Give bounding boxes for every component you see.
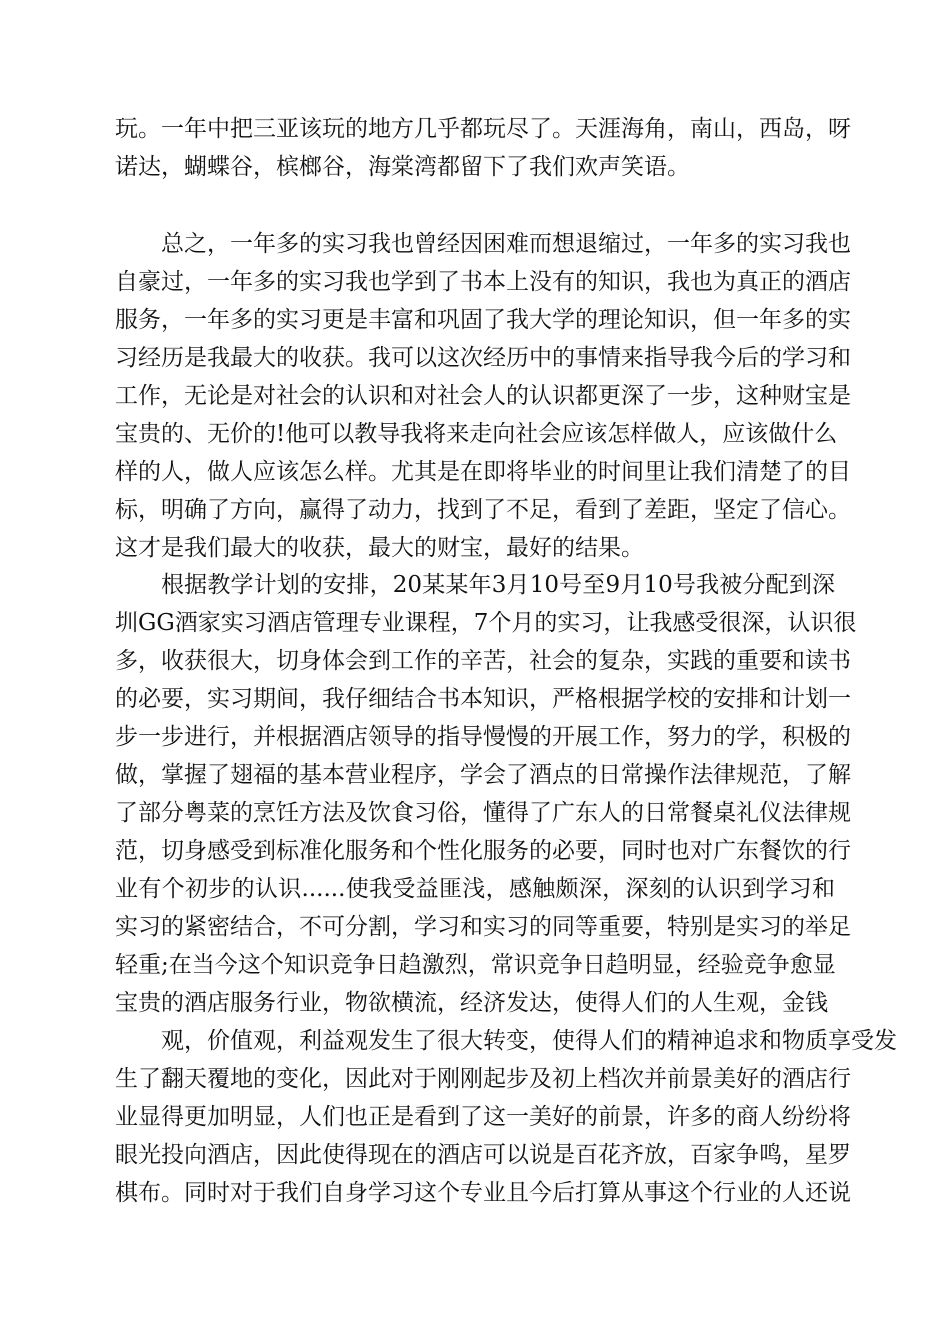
text-line: 业有个初步的认识......使我受益匪浅，感触颇深，深刻的认识到学习和 bbox=[115, 876, 835, 902]
text-line: 服务，一年多的实习更是丰富和巩固了我大学的理论知识，但一年多的实 bbox=[115, 307, 851, 333]
text-line: 做，掌握了翅福的基本营业程序，学会了酒点的日常操作法律规范，了解 bbox=[115, 762, 851, 788]
text-line: 玩。一年中把三亚该玩的地方几乎都玩尽了。天涯海角，南山，西岛，呀 bbox=[115, 116, 851, 142]
text-line: 根据教学计划的安排，20某某年3月10号至9月10号我被分配到深 bbox=[161, 572, 835, 598]
text-line: 实习的紧密结合，不可分割，学习和实习的同等重要，特别是实习的举足 bbox=[115, 914, 851, 940]
text-line: 宝贵的酒店服务行业，物欲横流，经济发达，使得人们的人生观，金钱 bbox=[115, 990, 828, 1016]
text-line: 这才是我们最大的收获，最大的财宝，最好的结果。 bbox=[115, 535, 644, 561]
text-line: 眼光投向酒店，因此使得现在的酒店可以说是百花齐放，百家争鸣，星罗 bbox=[115, 1142, 851, 1168]
text-line: 步一步进行，并根据酒店领导的指导慢慢的开展工作，努力的学，积极的 bbox=[115, 724, 851, 750]
text-line: 习经历是我最大的收获。我可以这次经历中的事情来指导我今后的学习和 bbox=[115, 345, 851, 371]
text-line: 标，明确了方向，赢得了动力，找到了不足，看到了差距，坚定了信心。 bbox=[115, 497, 851, 523]
text-line: 多，收获很大，切身体会到工作的辛苦，社会的复杂，实践的重要和读书 bbox=[115, 648, 851, 674]
text-line: 棋布。同时对于我们自身学习这个专业且今后打算从事这个行业的人还说 bbox=[115, 1180, 851, 1206]
text-line: 轻重;在当今这个知识竞争日趋激烈，常识竞争日趋明显，经验竞争愈显 bbox=[115, 952, 836, 978]
text-line: 业显得更加明显，人们也正是看到了这一美好的前景，许多的商人纷纷将 bbox=[115, 1104, 851, 1130]
text-line: 圳GG酒家实习酒店管理专业课程，7个月的实习，让我感受很深，认识很 bbox=[115, 610, 857, 636]
text-line: 的必要，实习期间，我仔细结合书本知识，严格根据学校的安排和计划一 bbox=[115, 686, 851, 712]
paragraph-2 bbox=[115, 225, 851, 567]
paragraph-1 bbox=[115, 110, 851, 186]
paragraph-3 bbox=[115, 566, 897, 1212]
text-line: 生了翻天覆地的变化，因此对于刚刚起步及初上档次并前景美好的酒店行 bbox=[115, 1066, 851, 1092]
text-line: 范，切身感受到标准化服务和个性化服务的必要，同时也对广东餐饮的行 bbox=[115, 838, 851, 864]
text-line: 样的人，做人应该怎么样。尤其是在即将毕业的时间里让我们清楚了的目 bbox=[115, 459, 851, 485]
text-line: 总之，一年多的实习我也曾经因困难而想退缩过，一年多的实习我也 bbox=[161, 231, 851, 257]
text-line: 宝贵的、无价的!他可以教导我将来走向社会应该怎样做人，应该做什么 bbox=[115, 421, 838, 447]
text-line: 诺达，蝴蝶谷，槟榔谷，海棠湾都留下了我们欢声笑语。 bbox=[115, 154, 690, 180]
text-line: 自豪过，一年多的实习我也学到了书本上没有的知识，我也为真正的酒店 bbox=[115, 269, 851, 295]
text-line: 观，价值观，利益观发生了很大转变，使得人们的精神追求和物质享受发 bbox=[161, 1028, 897, 1054]
text-line: 工作，无论是对社会的认识和对社会人的认识都更深了一步，这种财宝是 bbox=[115, 383, 851, 409]
text-line: 了部分粤菜的烹饪方法及饮食习俗，懂得了广东人的日常餐桌礼仪法律规 bbox=[115, 800, 851, 826]
